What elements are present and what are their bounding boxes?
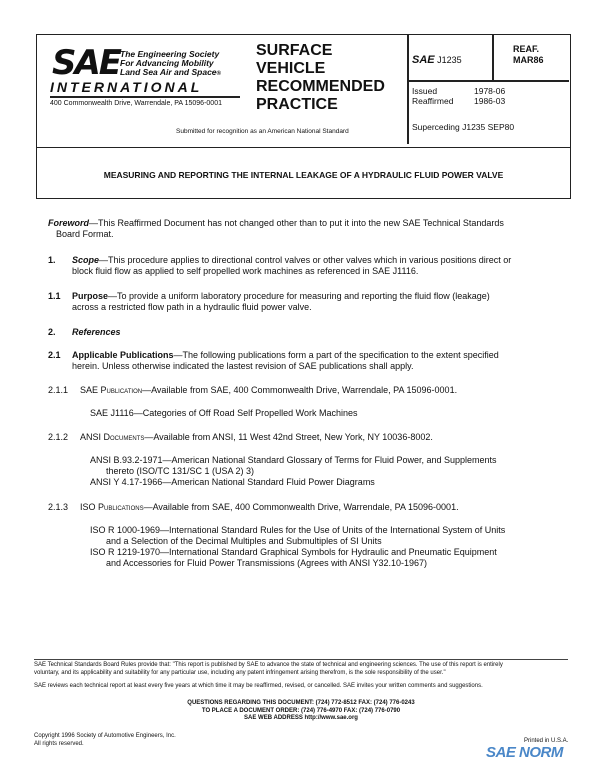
superseding: Superceding J1235 SEP80 bbox=[412, 122, 515, 132]
section-2-1: 2.1 Applicable Publications—The following publications form a part of the specification to the extent specified herein. Unless otherwise indicated the lastest revision of SAE publications shall apply. bbox=[48, 350, 499, 371]
doc-type: SURFACE VEHICLE RECOMMENDED PRACTICE bbox=[256, 42, 385, 113]
footer-contact: QUESTIONS REGARDING THIS DOCUMENT: (724) 772-8512 FAX: (724) 776-0243 TO PLACE A DOCUMENT ORDER: (724) 776-4970 FAX: (724) 776-0790 SAE WEB ADDRESS http://www.sae.org bbox=[187, 700, 415, 721]
section-1-1: 1.1 Purpose—To provide a uniform laboratory procedure for measuring and reporting the fluid flow (leakage) across a restricted flow path in a hydraulic fluid power valve. bbox=[48, 291, 490, 312]
section-2-1-2: 2.1.2 ANSI Documents—Available from ANSI, 11 West 42nd Street, New York, NY 10036-8002. ANSI B.93.2-1971—American National Standard Glossary of Terms for Fluid Power, and Supplements thereto (ISO/TC 131/SC 1 (USA 2) 3) ANSI Y 4.17-1966—American National Standard Fluid Power Diagrams bbox=[48, 432, 497, 487]
sae-norm-watermark: SAE NORM bbox=[486, 744, 563, 761]
copyright: Copyright 1996 Society of Automotive Engineers, Inc. All rights reserved. bbox=[34, 733, 176, 747]
foreword: Foreword—This Reaffirmed Document has not changed other than to put it into the new SAE Technical Standards Board Format. bbox=[48, 218, 504, 239]
header-divider-2 bbox=[492, 34, 494, 81]
logo-tagline: The Engineering Society For Advancing Mobility Land Sea Air and Space® bbox=[120, 49, 221, 77]
header-divider-1 bbox=[407, 34, 409, 144]
status: REAF. MAR86 bbox=[513, 44, 544, 65]
doc-number: SAE J1235 bbox=[412, 54, 462, 66]
sae-logo: SAE bbox=[52, 43, 121, 83]
header-hline bbox=[407, 80, 569, 82]
document-title: MEASURING AND REPORTING THE INTERNAL LEAKAGE OF A HYDRAULIC FLUID POWER VALVE bbox=[103, 170, 504, 180]
issued-info: Issued 1978-06 Reaffirmed 1986-03 bbox=[412, 86, 506, 106]
international-text: INTERNATIONAL bbox=[50, 79, 203, 95]
section-2: 2. References bbox=[48, 327, 121, 337]
section-1: 1. Scope—This procedure applies to directional control valves or other valves which in various positions direct or block fluid flow as applied to self propelled work machines as referenced in SAE J1116. bbox=[48, 255, 512, 276]
address: 400 Commonwealth Drive, Warrendale, PA 15096-0001 bbox=[50, 100, 222, 107]
footer-rule bbox=[34, 659, 568, 660]
footer-notice: SAE Technical Standards Board Rules provide that: "This report is published by SAE to advance the state of technical and engineering sciences. The use of this report is entirely voluntary, and its applicability and suitability for any particular use, including any patent infringement arising therefrom, is the sole responsibility of the user." SAE reviews each technical report at least every five years at which time it may be reaffirmed, revised, or cancelled. SAE invites your written comments and suggestions. bbox=[34, 662, 503, 689]
submitted-note: Submitted for recognition as an American National Standard bbox=[176, 128, 349, 135]
logo-rule bbox=[50, 96, 240, 98]
section-2-1-1: 2.1.1 SAE Publication—Available from SAE, 400 Commonwealth Drive, Warrendale, PA 15096-0001. SAE J1116—Categories of Off Road Self Propelled Work Machines bbox=[48, 385, 458, 418]
printed-in: Printed in U.S.A. bbox=[524, 738, 569, 744]
section-2-1-3: 2.1.3 ISO Publications—Available from SAE, 400 Commonwealth Drive, Warrendale, PA 15096-0001. ISO R 1000-1969—International Standard Rules for the Use of Units of the International System of Units and a Selection of the Decimal Multiples and Submultiples of SI Units ISO R 1219-1970—International Standard Graphical Symbols for Hydraulic and Pneumatic Equipment and Accessories for Fluid Power Transmissions (Agrees with ANSI Y32.10-1967) bbox=[48, 502, 506, 568]
